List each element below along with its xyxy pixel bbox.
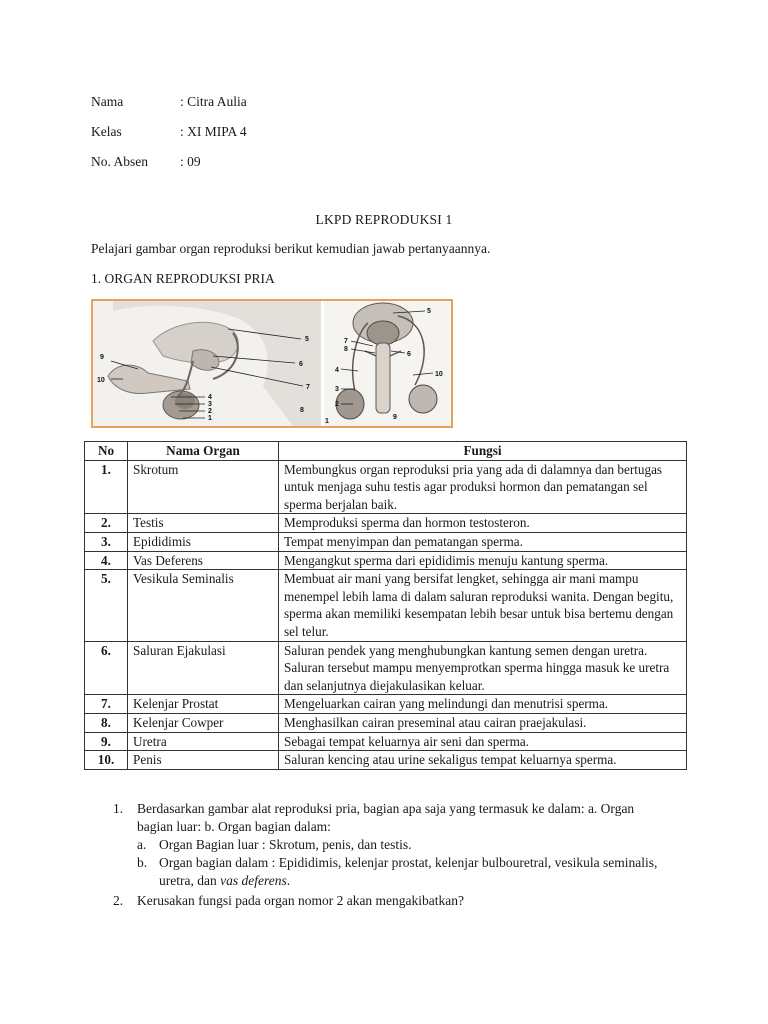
organ-table: [84, 441, 687, 770]
right-figure-label: 1: [325, 418, 329, 425]
row-number: 1.: [85, 460, 128, 514]
instruction-text: Pelajari gambar organ reproduksi berikut kemudian jawab pertanyaannya.: [91, 241, 491, 256]
right-figure-label: 8: [344, 346, 348, 353]
header-name: Nama Organ: [128, 442, 279, 461]
table-header-row: [85, 442, 687, 461]
answer-letter: a.: [137, 837, 147, 852]
absen-value: : 09: [180, 154, 201, 169]
class-label: Kelas: [91, 124, 122, 139]
question-text: Berdasarkan gambar alat reproduksi pria, bagian apa saja yang termasuk ke dalam: a. Organ bagian luar: b. Organ bagian dalam:: [137, 801, 635, 834]
reproductive-organ-figure: [91, 299, 453, 428]
table-row: [85, 751, 687, 770]
student-name-row: [91, 93, 247, 111]
organ-name: Kelenjar Prostat: [128, 695, 279, 714]
table-row: [85, 713, 687, 732]
organ-function: Mengangkut sperma dari epididimis menuju kantung sperma.: [279, 551, 687, 570]
question-item: [113, 892, 673, 910]
row-number: 7.: [85, 695, 128, 714]
organ-function: Tempat menyimpan dan pematangan sperma.: [279, 532, 687, 551]
answer-italic-term: vas deferens: [220, 873, 287, 888]
table-row: [85, 570, 687, 641]
answer-item: [137, 836, 673, 854]
student-class-row: [91, 123, 247, 141]
left-figure-label: 4: [208, 394, 212, 401]
right-figure-label: 9: [393, 414, 397, 421]
row-number: 2.: [85, 514, 128, 533]
left-figure-label: 5: [305, 336, 309, 343]
organ-function: Memproduksi sperma dan hormon testosteron.: [279, 514, 687, 533]
student-absen-row: [91, 153, 201, 171]
right-figure-label: 7: [344, 338, 348, 345]
organ-name: Epididimis: [128, 532, 279, 551]
right-figure-label: 5: [427, 308, 431, 315]
left-figure-label: 9: [100, 354, 104, 361]
organ-function: Membungkus organ reproduksi pria yang ada di dalamnya dan bertugas untuk menjaga suhu testis agar produksi hormon dan pematangan sel sperma berjalan baik.: [279, 460, 687, 514]
left-figure-label: 7: [306, 384, 310, 391]
right-figure-label: 4: [335, 367, 339, 374]
right-figure-label: 3: [335, 386, 339, 393]
organ-name: Skrotum: [128, 460, 279, 514]
table-row: [85, 695, 687, 714]
organ-name: Uretra: [128, 732, 279, 751]
answer-text: Organ Bagian luar : Skrotum, penis, dan testis.: [159, 837, 412, 852]
answer-text: Organ bagian dalam : Epididimis, kelenjar prostat, kelenjar bulbouretral, vesikula seminalis, uretra, dan: [159, 855, 658, 888]
absen-label: No. Absen: [91, 154, 148, 169]
organ-name: Vas Deferens: [128, 551, 279, 570]
table-row: [85, 514, 687, 533]
organ-name: Vesikula Seminalis: [128, 570, 279, 641]
organ-function: Mengeluarkan cairan yang melindungi dan menutrisi sperma.: [279, 695, 687, 714]
table-row: [85, 532, 687, 551]
organ-name: Testis: [128, 514, 279, 533]
answer-end: .: [286, 873, 291, 888]
row-number: 10.: [85, 751, 128, 770]
question-list: [113, 800, 673, 912]
left-figure-label: 10: [97, 377, 105, 384]
row-number: 8.: [85, 713, 128, 732]
organ-name: Saluran Ejakulasi: [128, 641, 279, 695]
row-number: 6.: [85, 641, 128, 695]
page-title: LKPD REPRODUKSI 1: [315, 212, 453, 227]
answer-item: [137, 854, 673, 890]
class-value: : XI MIPA 4: [180, 124, 247, 139]
left-figure-label: 6: [299, 361, 303, 368]
organ-name: Penis: [128, 751, 279, 770]
right-figure-label: 10: [435, 371, 443, 378]
left-figure-label: 8: [300, 407, 304, 414]
organ-function: Saluran kencing atau urine sekaligus tempat keluarnya sperma.: [279, 751, 687, 770]
header-fungsi: Fungsi: [279, 442, 687, 461]
row-number: 3.: [85, 532, 128, 551]
table-row: [85, 641, 687, 695]
right-figure-label: 2: [335, 401, 339, 408]
section-title: 1. ORGAN REPRODUKSI PRIA: [91, 271, 275, 286]
left-figure-label: 3: [208, 401, 212, 408]
answer-letter: b.: [137, 855, 148, 870]
anatomy-diagram: [93, 301, 451, 426]
right-figure-label: 6: [407, 351, 411, 358]
name-label: Nama: [91, 94, 124, 109]
organ-function: Saluran pendek yang menghubungkan kantung semen dengan uretra. Saluran tersebut mampu menyemprotkan sperma hingga masuk ke uretra dan selanjutnya diejakulasikan keluar.: [279, 641, 687, 695]
organ-function: Membuat air mani yang bersifat lengket, sehingga air mani mampu menempel lebih lama di dalam saluran reproduksi wanita. Dengan begitu, sperma akan memiliki kesempatan lebih besar untuk bisa bertemu dengan sel telur.: [279, 570, 687, 641]
row-number: 4.: [85, 551, 128, 570]
name-value: : Citra Aulia: [180, 94, 247, 109]
table-row: [85, 460, 687, 514]
question-item: [113, 800, 673, 890]
organ-name: Kelenjar Cowper: [128, 713, 279, 732]
question-text: Kerusakan fungsi pada organ nomor 2 akan mengakibatkan?: [137, 893, 465, 908]
left-figure-label: 2: [208, 408, 212, 415]
row-number: 5.: [85, 570, 128, 641]
header-no: No: [85, 442, 128, 461]
table-row: [85, 551, 687, 570]
question-number: 1.: [113, 801, 124, 816]
organ-function: Sebagai tempat keluarnya air seni dan sperma.: [279, 732, 687, 751]
left-figure-label: 1: [208, 415, 212, 422]
row-number: 9.: [85, 732, 128, 751]
organ-function: Menghasilkan cairan preseminal atau cairan praejakulasi.: [279, 713, 687, 732]
question-number: 2.: [113, 893, 124, 908]
table-row: [85, 732, 687, 751]
